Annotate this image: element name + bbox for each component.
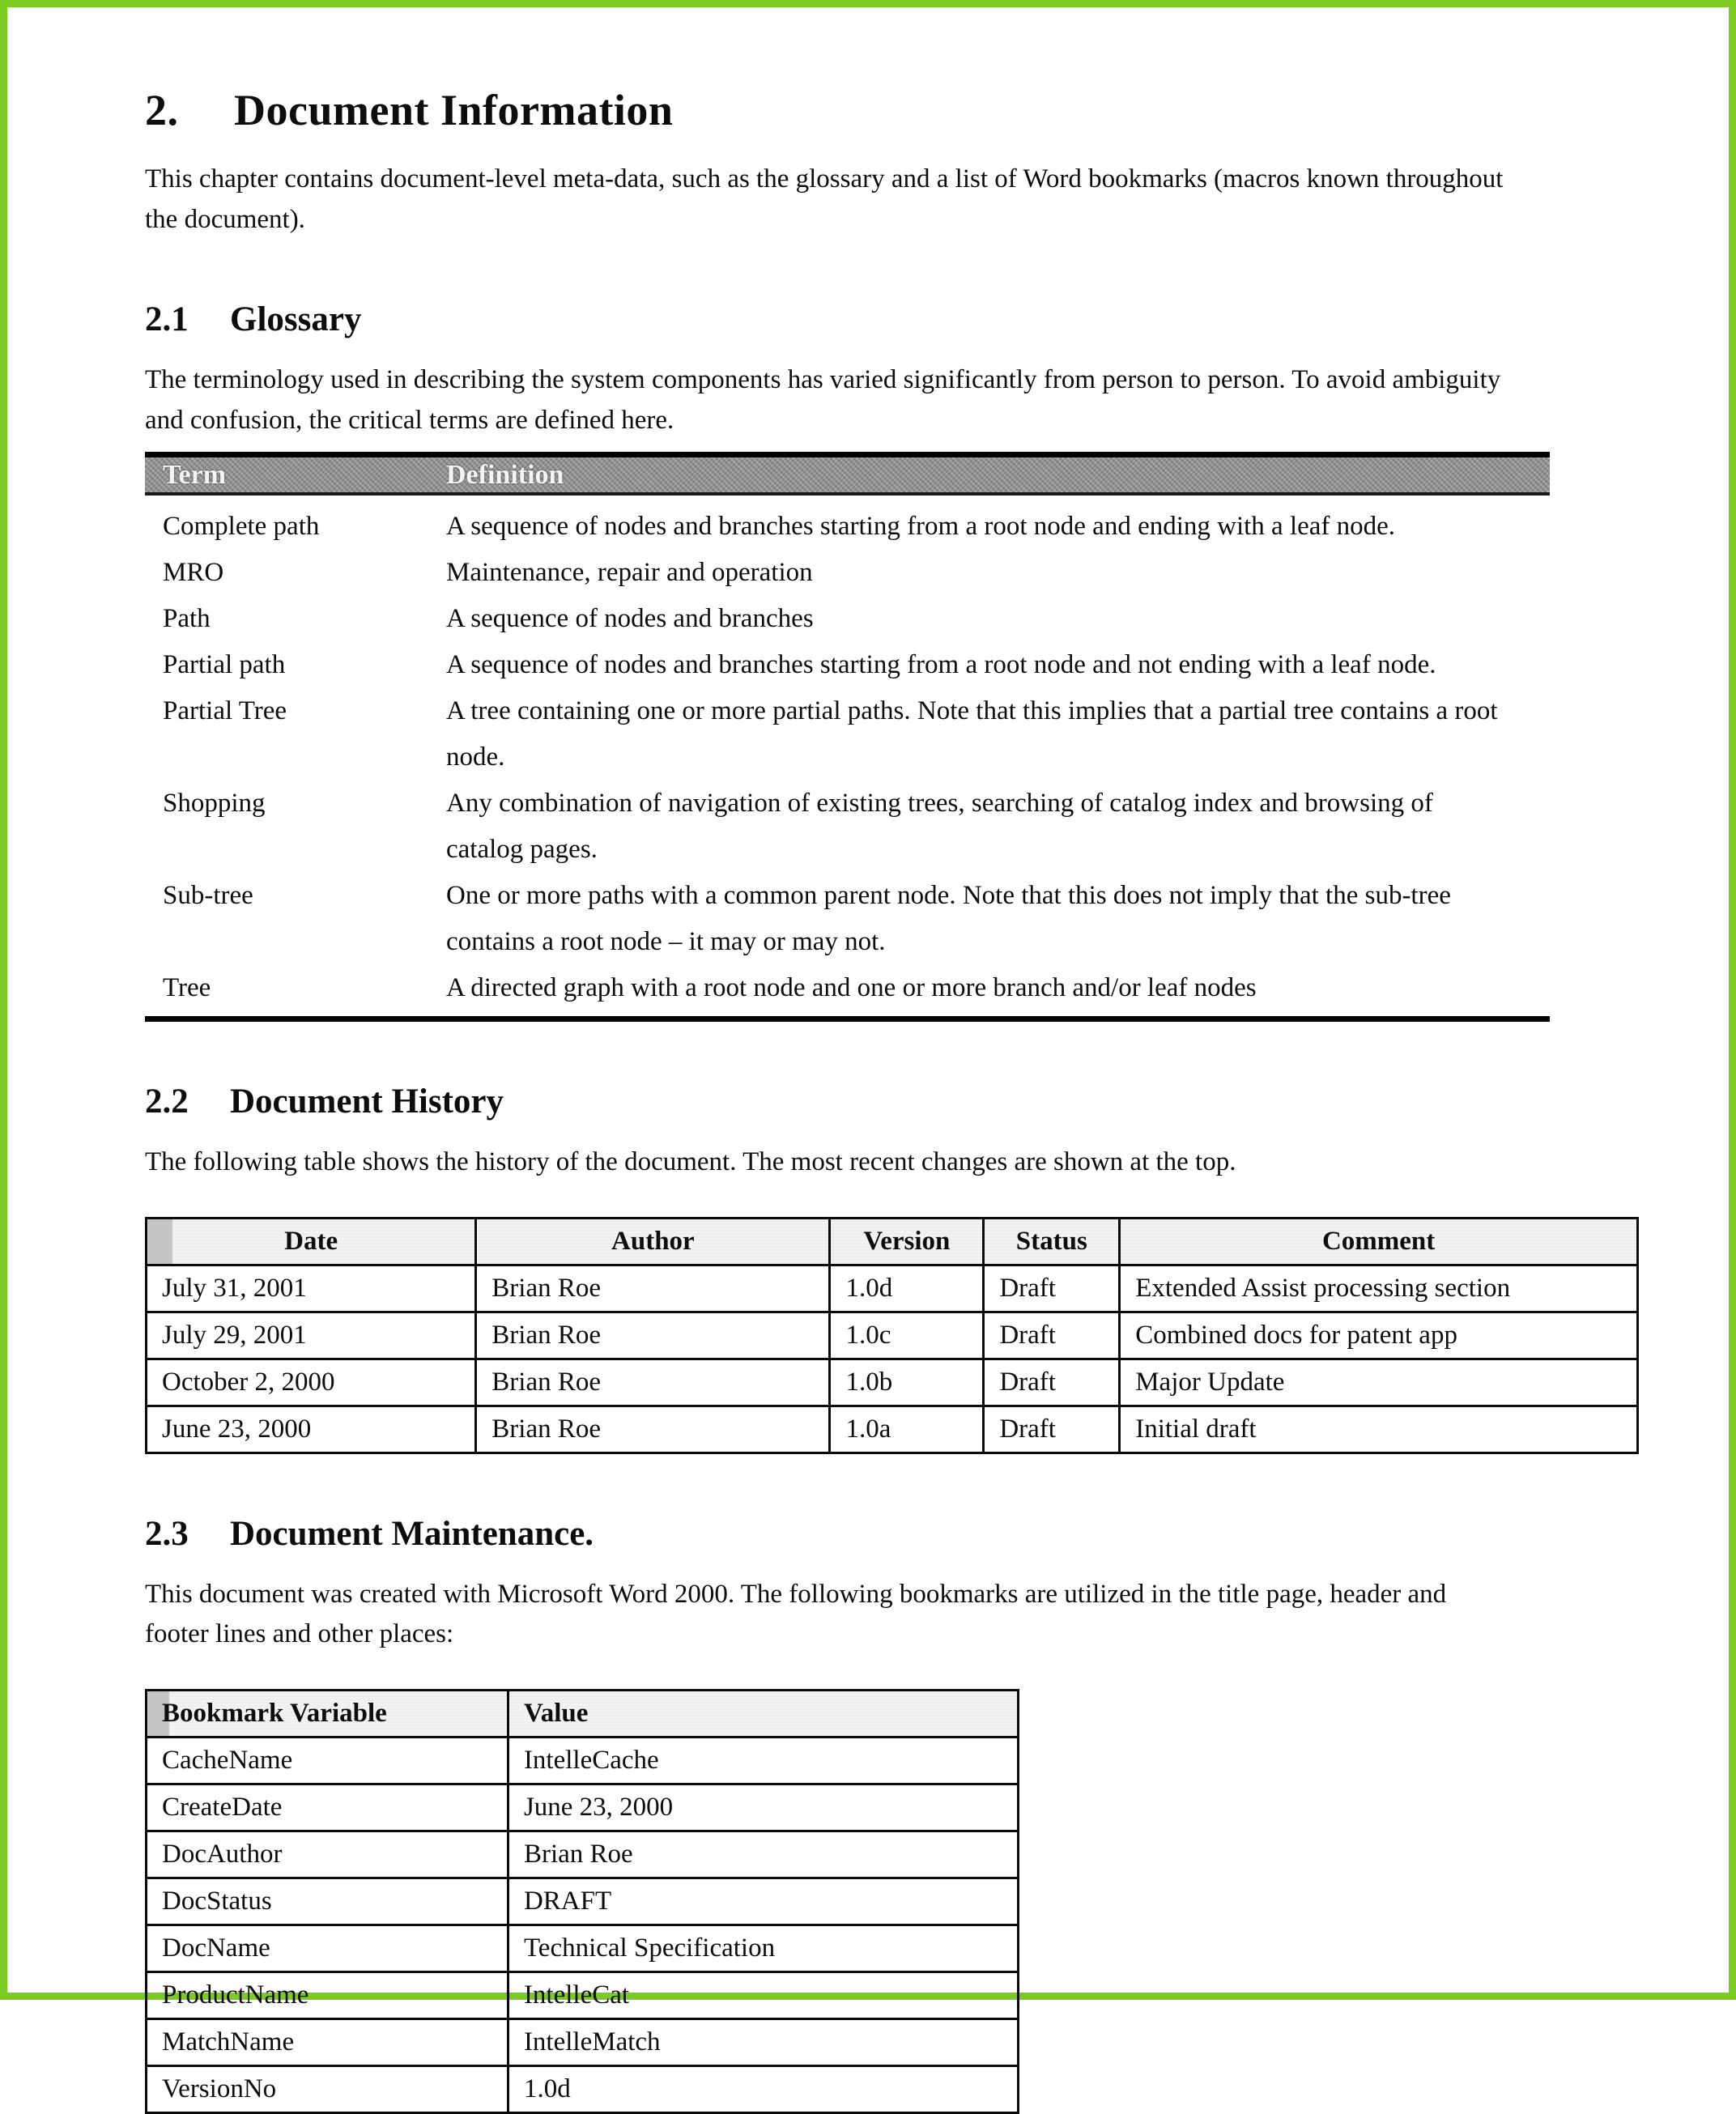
section-title-document-information: [145, 85, 1583, 135]
definition-cell: A tree containing one or more partial paths. Note that this implies that a partial tree contains a root node.: [446, 696, 1498, 772]
version-cell: 1.0d: [830, 1265, 984, 1312]
section-title-document-history: [145, 1082, 1583, 1121]
author-cell: Brian Roe: [476, 1312, 830, 1359]
table-row: [147, 2065, 1019, 2112]
section-title-text: Document History: [230, 1083, 504, 1121]
section-number: 2.3: [145, 1514, 189, 1553]
term-cell: Shopping: [163, 789, 266, 818]
history-header-author: Author: [476, 1218, 830, 1265]
table-row: [145, 688, 1550, 781]
bookmark-variable-cell: DocAuthor: [147, 1831, 508, 1878]
comment-cell: Extended Assist processing section: [1120, 1265, 1638, 1312]
term-cell: Partial path: [163, 650, 286, 679]
history-intro: The following table shows the history of the document. The most recent changes are shown at the top.: [145, 1147, 1236, 1176]
date-cell: June 23, 2000: [147, 1406, 476, 1453]
glossary-table: [145, 452, 1550, 1022]
term-cell: Path: [163, 604, 211, 633]
version-cell: 1.0c: [830, 1312, 984, 1359]
glossary-table-body: [145, 496, 1550, 1022]
term-cell: Tree: [163, 973, 211, 1002]
table-row: [147, 1925, 1019, 1972]
section-number: 2.: [145, 86, 179, 134]
term-cell: Sub-tree: [163, 881, 253, 910]
status-cell: Draft: [984, 1359, 1120, 1406]
maintenance-intro: This document was created with Microsoft Word 2000. The following bookmarks are utilized in the title page, header and footer lines and other places:: [145, 1579, 1447, 1648]
comment-cell: Major Update: [1120, 1359, 1638, 1406]
history-header-version: Version: [830, 1218, 984, 1265]
table-row: [145, 596, 1550, 642]
table-row: [145, 873, 1550, 965]
status-cell: Draft: [984, 1265, 1120, 1312]
version-cell: 1.0a: [830, 1406, 984, 1453]
table-row: [147, 1831, 1019, 1878]
table-row: [147, 1878, 1019, 1925]
table-row: [145, 781, 1550, 873]
glossary-table-header: [145, 452, 1550, 496]
comment-cell: Initial draft: [1120, 1406, 1638, 1453]
glossary-intro: The terminology used in describing the system components has varied significantly from person to person. To avoid ambiguity and confusion, the critical terms are defined here.: [145, 365, 1501, 435]
table-row: [145, 965, 1550, 1011]
bookmark-variable-cell: VersionNo: [147, 2065, 508, 2112]
definition-cell: A sequence of nodes and branches: [446, 604, 814, 633]
glossary-header-term: Term: [163, 459, 227, 490]
table-row: [145, 550, 1550, 596]
author-cell: Brian Roe: [476, 1265, 830, 1312]
author-cell: Brian Roe: [476, 1406, 830, 1453]
bookmark-value-cell: June 23, 2000: [508, 1784, 1018, 1831]
bookmark-variable-cell: MatchName: [147, 2018, 508, 2065]
status-cell: Draft: [984, 1406, 1120, 1453]
table-header-row: [147, 1218, 1638, 1265]
section-title-text: Glossary: [230, 300, 362, 338]
table-row: [145, 642, 1550, 688]
bookmarks-header-value: Value: [508, 1690, 1018, 1737]
date-cell: October 2, 2000: [147, 1359, 476, 1406]
page-content: [7, 7, 1729, 2103]
history-header-comment: Comment: [1120, 1218, 1638, 1265]
glossary-header-definition: Definition: [446, 459, 564, 490]
section-title-text: Document Information: [234, 86, 674, 134]
section-title-text: Document Maintenance.: [230, 1514, 594, 1553]
doc-info-intro: This chapter contains document-level meta-data, such as the glossary and a list of Word bookmarks (macros known throughout the document).: [145, 164, 1504, 234]
bookmark-value-cell: DRAFT: [508, 1878, 1018, 1925]
table-row: [147, 1406, 1638, 1453]
bookmarks-table: [145, 1689, 1019, 2114]
bookmark-value-cell: 1.0d: [508, 2065, 1018, 2112]
term-cell: MRO: [163, 558, 224, 587]
table-row: [145, 504, 1550, 550]
bookmark-variable-cell: DocStatus: [147, 1878, 508, 1925]
definition-cell: Any combination of navigation of existing trees, searching of catalog index and browsing of catalog pages.: [446, 789, 1433, 864]
date-cell: July 31, 2001: [147, 1265, 476, 1312]
table-row: [147, 2018, 1019, 2065]
table-row: [147, 1359, 1638, 1406]
term-cell: Complete path: [163, 512, 320, 541]
section-number: 2.1: [145, 300, 189, 338]
table-row: [147, 1972, 1019, 2018]
table-row: [147, 1737, 1019, 1784]
term-cell: Partial Tree: [163, 696, 287, 725]
definition-cell: A sequence of nodes and branches starting from a root node and ending with a leaf node.: [446, 512, 1396, 541]
section-title-glossary: [145, 300, 1583, 339]
bookmark-variable-cell: DocName: [147, 1925, 508, 1972]
section-title-document-maintenance: [145, 1514, 1583, 1554]
bookmark-value-cell: IntelleCache: [508, 1737, 1018, 1784]
author-cell: Brian Roe: [476, 1359, 830, 1406]
history-header-date: Date: [147, 1218, 476, 1265]
definition-cell: Maintenance, repair and operation: [446, 558, 813, 587]
bookmark-value-cell: IntelleCat: [508, 1972, 1018, 2018]
bookmark-value-cell: Brian Roe: [508, 1831, 1018, 1878]
status-cell: Draft: [984, 1312, 1120, 1359]
bookmark-variable-cell: ProductName: [147, 1972, 508, 2018]
definition-cell: A directed graph with a root node and one or more branch and/or leaf nodes: [446, 973, 1257, 1002]
bookmark-variable-cell: CreateDate: [147, 1784, 508, 1831]
date-cell: July 29, 2001: [147, 1312, 476, 1359]
document-history-table: [145, 1217, 1639, 1454]
bookmark-value-cell: Technical Specification: [508, 1925, 1018, 1972]
comment-cell: Combined docs for patent app: [1120, 1312, 1638, 1359]
section-number: 2.2: [145, 1083, 189, 1121]
table-row: [147, 1784, 1019, 1831]
table-header-row: [147, 1690, 1019, 1737]
table-row: [147, 1265, 1638, 1312]
bookmarks-header-variable: Bookmark Variable: [147, 1690, 508, 1737]
definition-cell: One or more paths with a common parent node. Note that this does not imply that the sub-tree contains a root node – it may or may not.: [446, 881, 1451, 956]
definition-cell: A sequence of nodes and branches starting from a root node and not ending with a leaf node.: [446, 650, 1436, 679]
history-header-status: Status: [984, 1218, 1120, 1265]
bookmark-value-cell: IntelleMatch: [508, 2018, 1018, 2065]
table-row: [147, 1312, 1638, 1359]
bookmark-variable-cell: CacheName: [147, 1737, 508, 1784]
version-cell: 1.0b: [830, 1359, 984, 1406]
